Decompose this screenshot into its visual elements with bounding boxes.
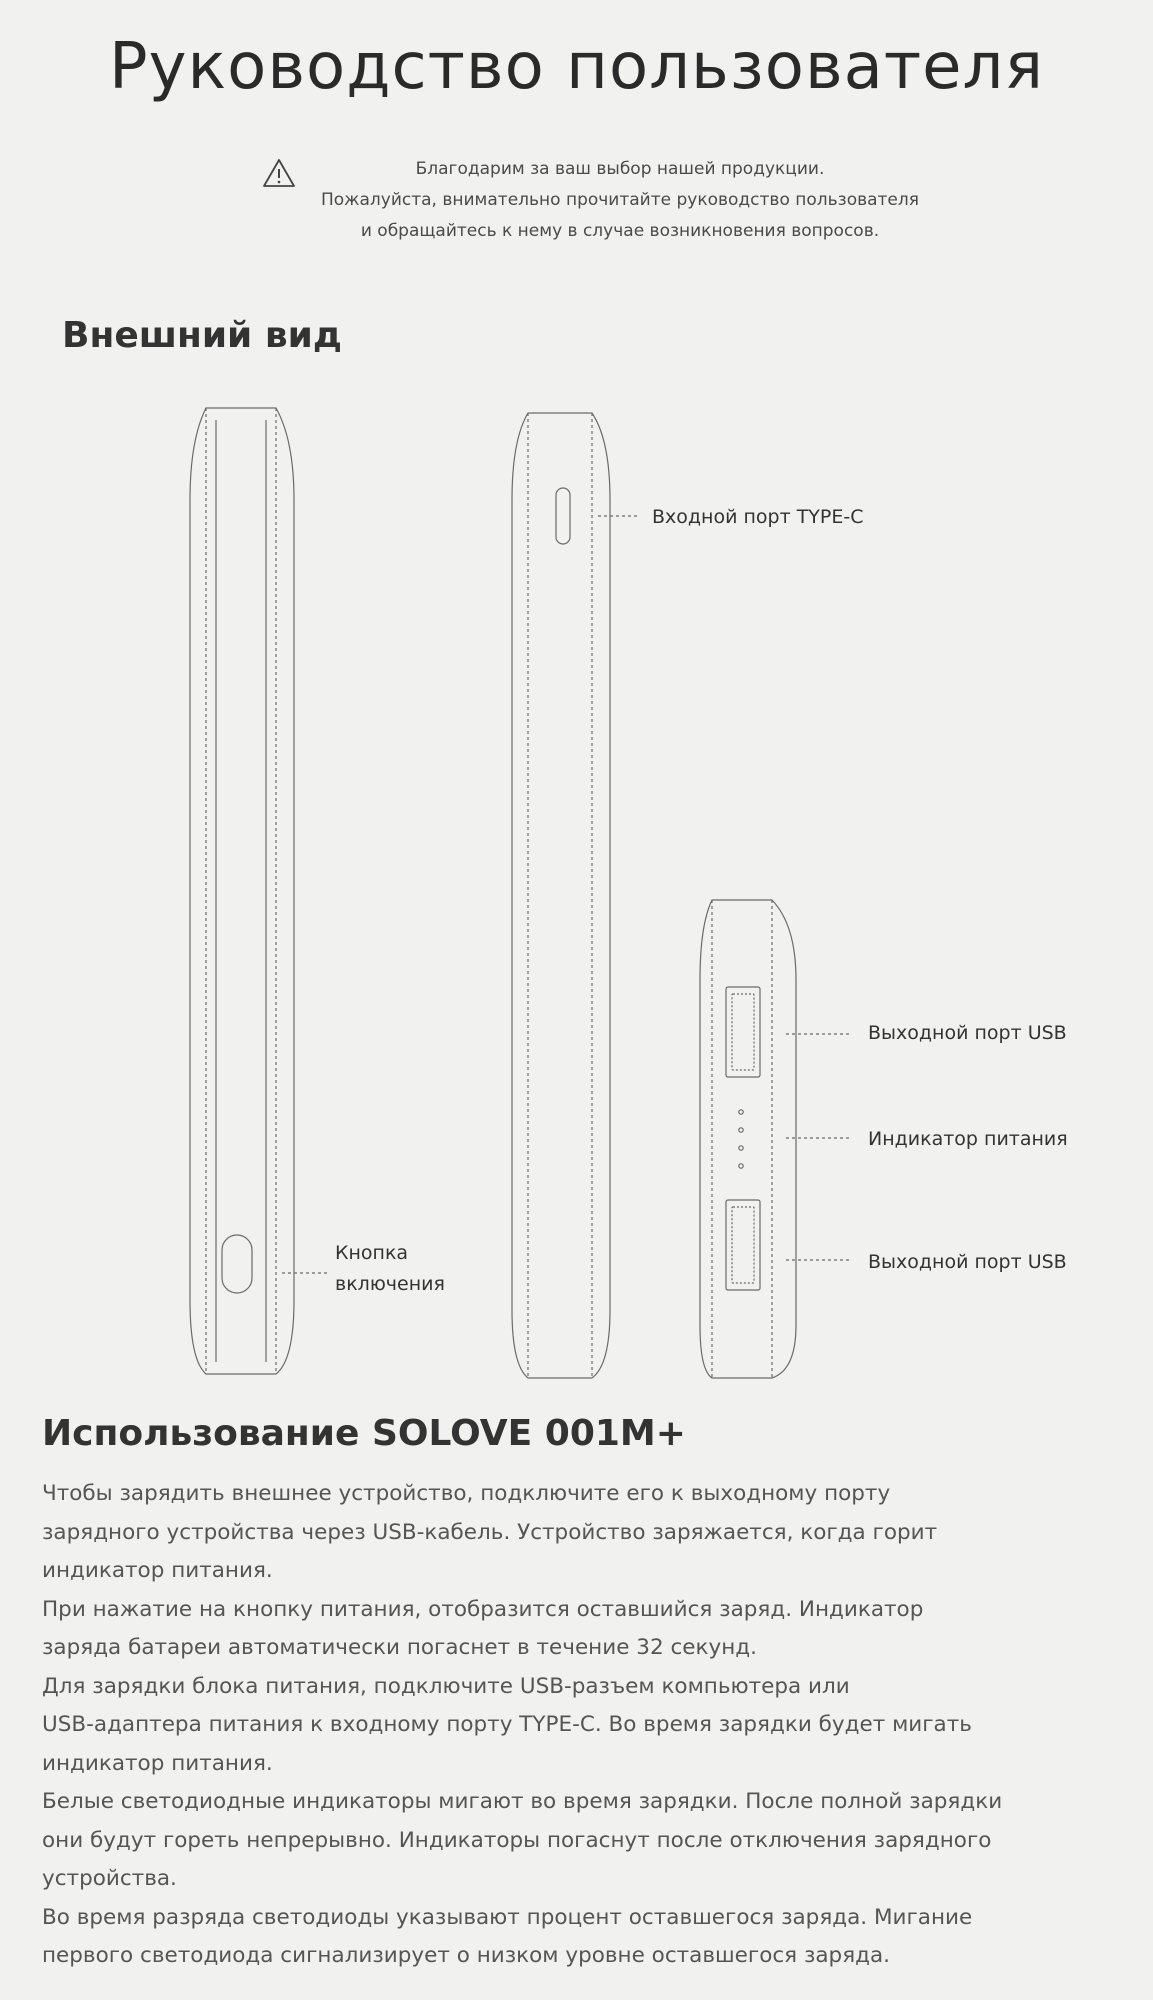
power-button-label-line1: Кнопка bbox=[335, 1242, 409, 1264]
power-button-label-line2: включения bbox=[335, 1273, 445, 1295]
usage-line: индикатор питания. bbox=[42, 1750, 273, 1776]
usage-text bbox=[42, 1475, 1122, 1976]
usage-line: первого светодиода сигнализирует о низком уровне оставшегося заряда. bbox=[42, 1943, 891, 1968]
usage-line: Для зарядки блока питания, подключите USB-разъем компьютера или bbox=[42, 1673, 850, 1699]
usage-line: Белые светодиодные индикаторы мигают во время зарядки. После полной зарядки bbox=[42, 1789, 1003, 1814]
usage-line: индикатор питания. bbox=[42, 1558, 273, 1583]
power-indicator-label: Индикатор питания bbox=[868, 1128, 1068, 1150]
usage-line: Чтобы зарядить внешнее устройство, подключите его к выходному порту bbox=[42, 1481, 891, 1506]
device-end-view bbox=[700, 900, 796, 1378]
device-side-view bbox=[190, 408, 294, 1374]
usage-line: Во время разряда светодиоды указывают процент оставшегося заряда. Мигание bbox=[42, 1904, 973, 1930]
page-title: Руководство пользователя bbox=[109, 30, 1044, 104]
led-dot bbox=[739, 1146, 743, 1150]
led-dot bbox=[739, 1110, 743, 1114]
usage-line: устройства. bbox=[42, 1866, 177, 1891]
usage-line: зарядного устройства через USB-кабель. Устройство заряжается, когда горит bbox=[42, 1519, 938, 1545]
usage-heading: Использование SOLOVE 001M+ bbox=[42, 1413, 686, 1454]
power-button-label bbox=[335, 1238, 445, 1300]
usage-line: они будут гореть непрерывно. Индикаторы погаснут после отключения зарядного bbox=[42, 1827, 992, 1853]
type-c-port-label: Входной порт TYPE-C bbox=[652, 506, 864, 528]
usage-line: USB-адаптера питания к входному порту TYPE-C. Во время зарядки будет мигать bbox=[42, 1712, 972, 1737]
usb-port-top-label: Выходной порт USB bbox=[868, 1022, 1067, 1044]
intro-line: Пожалуйста, внимательно прочитайте руководство пользователя bbox=[321, 190, 919, 210]
usage-line: При нажатие на кнопку питания, отобразится оставшийся заряд. Индикатор bbox=[42, 1596, 924, 1622]
usage-line: заряда батареи автоматически погаснет в течение 32 секунд. bbox=[42, 1635, 757, 1660]
device-typec-view bbox=[512, 413, 610, 1378]
led-dot bbox=[739, 1164, 743, 1168]
usb-port-bottom-shape bbox=[726, 1200, 760, 1290]
type-c-port-shape bbox=[556, 488, 570, 544]
led-dot bbox=[739, 1128, 743, 1132]
appearance-heading: Внешний вид bbox=[62, 315, 342, 356]
intro-line: Благодарим за ваш выбор нашей продукции. bbox=[415, 159, 825, 179]
intro-line: и обращайтесь к нему в случае возникновения вопросов. bbox=[360, 221, 880, 241]
usb-port-bottom-label: Выходной порт USB bbox=[868, 1251, 1067, 1273]
usb-port-top-shape bbox=[726, 987, 760, 1077]
power-button-shape bbox=[222, 1235, 252, 1293]
